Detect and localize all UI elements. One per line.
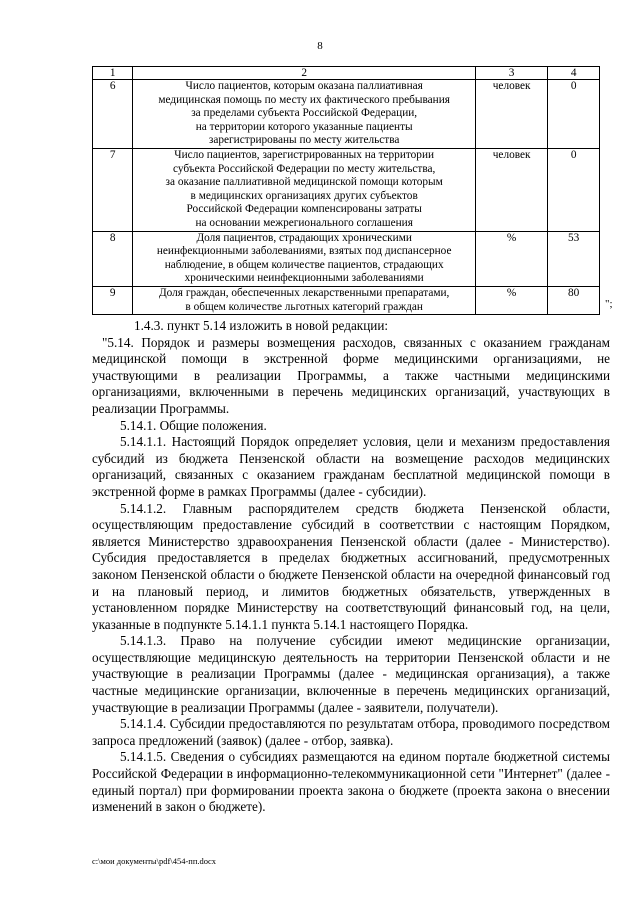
paragraph-5-14-1-5: 5.14.1.5. Сведения о субсидиях размещаются на едином портале бюджетной системы Российской Федерации в информационно-телекоммуникационной сети "Интернет" (далее - единый портал) при формировании проекта закона о бюджете (проекта закона о внесении изменений в закон о бюджете). — [92, 749, 610, 815]
row-number: 7 — [93, 148, 133, 231]
description-line: неинфекционными заболеваниями, взятых под диспансерное — [156, 245, 452, 258]
row-number: 8 — [93, 231, 133, 286]
description-line: на основании межрегионального соглашения — [195, 216, 413, 229]
description-line: субъекта Российской Федерации по месту жительства, — [172, 162, 436, 175]
row-unit: % — [475, 231, 547, 286]
paragraph-5-14-1: 5.14.1. Общие положения. — [120, 417, 267, 433]
row-description — [133, 286, 475, 314]
table-header-row — [93, 67, 600, 80]
row-number: 6 — [93, 80, 133, 149]
table-row — [93, 231, 600, 286]
paragraph-5-14-1-4: 5.14.1.4. Субсидии предоставляются по результатам отбора, проводимого посредством запроса предложений (заявок) (далее - отбор, заявка). — [92, 716, 610, 748]
header-cell-1: 1 — [93, 67, 133, 80]
row-value: 0 — [548, 80, 600, 149]
document-body — [92, 318, 610, 816]
description-line: Российской Федерации компенсированы затраты — [186, 203, 422, 216]
header-cell-2: 2 — [133, 67, 475, 80]
row-value: 53 — [548, 231, 600, 286]
description-line: хроническими неинфекционными заболеваниями — [184, 272, 424, 285]
table-row — [93, 80, 600, 149]
description-line: в общем количестве льготных категорий граждан — [185, 300, 423, 313]
description-line: Доля пациентов, страдающих хроническими — [196, 231, 412, 244]
row-description — [133, 231, 475, 286]
row-unit: человек — [475, 148, 547, 231]
paragraph-5-14-1-2: 5.14.1.2. Главным распорядителем средств бюджета Пензенской области, осуществляющим предоставление субсидий в соответствии с настоящим Порядком, является Министерство здравоохранения Пензенской области (далее - Министерство). Субсидия предоставляется в пределах бюджетных ассигнований, предусмотренных законом Пензенской области о бюджете Пензенской области на очередной финансовый год и на плановый период, и лимитов бюджетных обязательств, утвержденных в установленном порядке Министерству на соответствующий финансовый год, на цели, указанные в подпункте 5.14.1.1 пункта 5.14.1 настоящего Порядка. — [92, 500, 610, 632]
description-line: на территории которого указанные пациенты — [195, 120, 413, 133]
description-line: Доля граждан, обеспеченных лекарственными препаратами, — [158, 286, 450, 299]
table-row — [93, 286, 600, 314]
footer-file-path: c:\мои документы\pdf\454-пп.docx — [92, 856, 217, 866]
page-number: 8 — [317, 40, 323, 52]
description-line: Число пациентов, зарегистрированных на территории — [174, 148, 435, 161]
table-row — [93, 148, 600, 231]
paragraph-5-14-title: "5.14. Порядок и размеры возмещения расходов, связанных с оказанием гражданам медицинской помощи в экстренной форме медицинскими организациями, не участвующими в реализации Программы, а также частными медицинскими организациями, включенными в перечень медицинских организаций, участвующих в реализации Программы. — [92, 334, 610, 416]
header-cell-4: 4 — [548, 67, 600, 80]
row-unit: % — [475, 286, 547, 314]
table-closing-quote: "; — [605, 298, 613, 310]
row-description — [133, 148, 475, 231]
description-line: в медицинских организациях других субъектов — [190, 189, 418, 202]
paragraph-5-14-1-1: 5.14.1.1. Настоящий Порядок определяет условия, цели и механизм предоставления субсидий из бюджета Пензенской области на возмещение расходов медицинских организаций, связанных с оказанием гражданам бесплатной медицинской помощи в экстренной форме в рамках Программы (далее - субсидии). — [92, 434, 610, 499]
description-line: Число пациентов, которым оказана паллиативная — [185, 80, 423, 92]
paragraph-5-14-1-3: 5.14.1.3. Право на получение субсидии имеют медицинские организации, осуществляющие медицинскую деятельность на территории Пензенской области и не участвующие в реализации Программы (далее - медицинская организация), а также частные медицинские организации, включенные в перечень медицинских организаций, участвующие в реализации Программы (далее - заявители, получатели). — [92, 633, 610, 715]
indicators-table — [92, 66, 600, 315]
row-number: 9 — [93, 286, 133, 314]
row-description — [133, 80, 475, 149]
description-line: зарегистрированы по месту жительства — [208, 134, 400, 147]
paragraph-amendment: 1.4.3. пункт 5.14 изложить в новой редакции: — [134, 318, 389, 333]
description-line: за пределами субъекта Российской Федерации, — [191, 107, 418, 120]
description-line: медицинская помощь по месту их фактического пребывания — [158, 93, 450, 106]
description-line: за оказание паллиативной медицинской помощи которым — [165, 176, 443, 189]
row-value: 80 — [548, 286, 600, 314]
row-unit: человек — [475, 80, 547, 149]
header-cell-3: 3 — [475, 67, 547, 80]
description-line: наблюдение, в общем количестве пациентов, страдающих — [164, 258, 444, 271]
row-value: 0 — [548, 148, 600, 231]
